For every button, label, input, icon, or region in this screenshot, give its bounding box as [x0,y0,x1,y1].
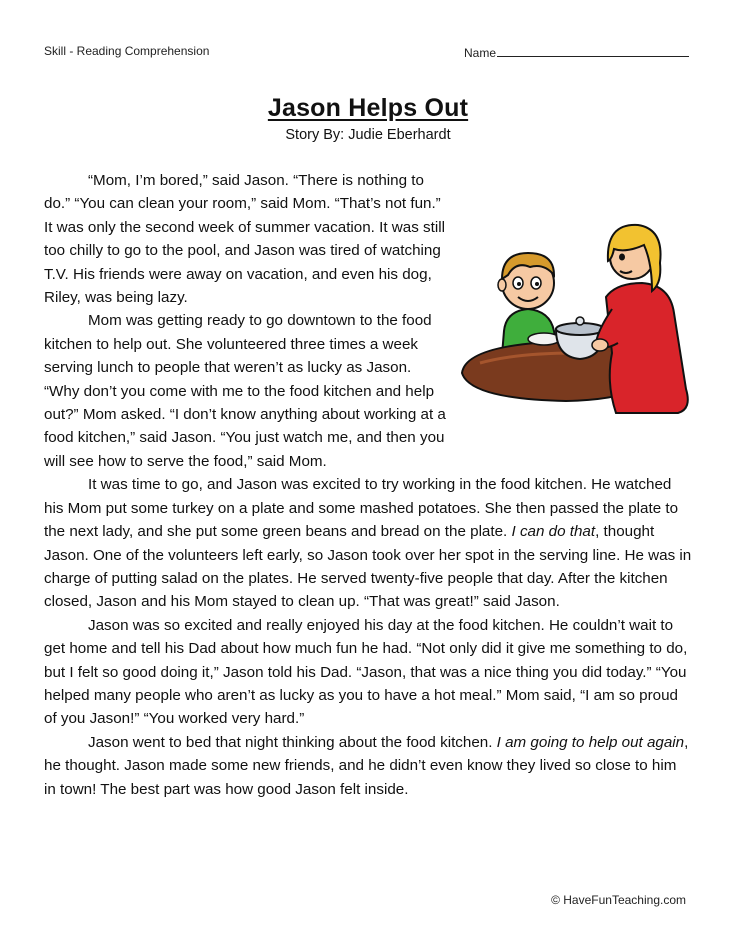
paragraph-text: , thought Jason. One of the volunteers left early, so Jason took over her spot in the serving line. He was in charge of putting salad on the plates. He served twenty-five people that day. After the kitchen closed, Jason and his Mom stayed to clean up. “That was great!” said Jason. [44,523,692,611]
paragraph-text: Jason was so excited and really enjoyed his day at the food kitchen. He couldn’t wait to get home and tell his Dad about how much fun he had. “Not only did it give me something to do, but I felt so good doing it,” Jason told his Dad. “Jason, that was a nice thing you did today.” “You helped many people who aren’t as lucky as you to have a hot meal.” Mom said, “I am so proud of you Jason!” “You worked very hard.” [44,616,688,728]
italic-text: I am going to help out again [496,733,685,751]
copyright-footer: © HaveFunTeaching.com [551,893,686,907]
story-illustration [456,213,700,425]
skill-label: Skill - Reading Comprehension [44,44,210,58]
paragraph-text: , he thought. Jason made some new friends, and he didn’t even know they lived so close to him in town! The best part was how good Jason felt inside. [44,733,689,798]
italic-text: I can do that [511,523,596,541]
story-byline: Story By: Judie Eberhardt [285,127,451,143]
name-field [464,44,689,60]
paragraph-text: Mom was getting ready to go downtown to the food kitchen to help out. She volunteered three times a week serving lunch to people that weren’t as lucky as Jason. “Why don’t you come with me to the food kitchen and help out?” Mom asked. “I don’t know anything about working at a food kitchen,” said Jason. “You just watch me, and then you will see how to serve the food,” said Mom. [44,312,446,470]
paragraph-text: “Mom, I’m bored,” said Jason. “There is nothing to do.” “You can clean your room,” said Mom. “That’s not fun.” It was only the second week of summer vacation. It was still too chilly to go to the pool, and Jason was tired of watching T.V. His friends were away on vacation, and even his dog, Riley, was being lazy. [44,172,445,307]
paragraph-text: Jason went to bed that night thinking about the food kitchen. [88,733,497,751]
paragraph-text: It was time to go, and Jason was excited to try working in the food kitchen. He watched his Mom put some turkey on a plate and some mashed potatoes. She then passed the plate to the next lady, and she put some green beans and bread on the plate. [44,476,679,541]
story-body [44,169,692,801]
name-label: Name [464,46,497,60]
story-title: Jason Helps Out [267,94,469,122]
story-paragraph [44,614,692,731]
story-paragraph [44,473,692,613]
mom-and-jason-illustration [456,213,700,425]
name-blank-line [497,44,689,57]
story-paragraph [44,731,692,801]
